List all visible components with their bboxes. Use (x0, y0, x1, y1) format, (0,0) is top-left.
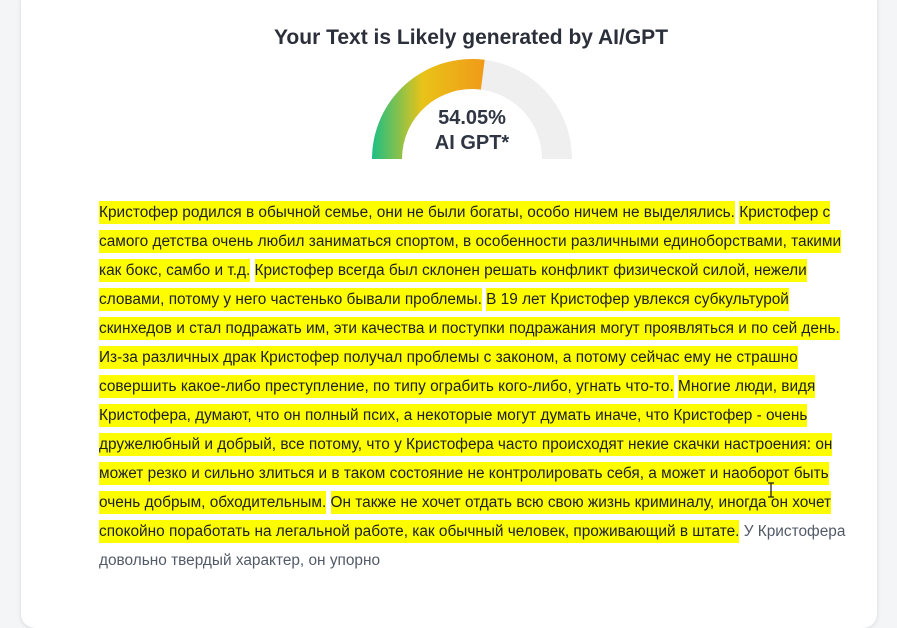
analyzed-paragraph (99, 198, 851, 575)
analyzed-text (99, 198, 851, 575)
gauge-label: AI GPT* (434, 132, 510, 154)
ai-highlighted-sentence: Он также не хочет отдать всю свою жизнь криминалу, иногда он хочет спокойно поработать на легальной работе, как обычный человек, проживающий в штате. (99, 491, 831, 543)
ai-highlighted-sentence: В 19 лет Кристофер увлекся субкультурой скинхедов и стал подражать им, эти качества и поступки подражания могут проявляться и по сей день. (99, 288, 840, 340)
ai-highlighted-sentence: Кристофер с самого детства очень любил заниматься спортом, в особенности различными единоборствами, такими как бокс, самбо и т.д. (99, 201, 841, 282)
text-cursor-icon (767, 482, 775, 498)
ai-highlighted-sentence: Из-за различных драк Кристофер получал проблемы с законом, а потому сейчас ему не страшно совершить какое-либо преступление, по типу ограбить кого-либо, угнать что-то. (99, 346, 798, 398)
ai-highlighted-sentence: Кристофер всегда был склонен решать конфликт физической силой, нежели словами, потому у него частенько бывали проблемы. (99, 259, 807, 311)
gauge-percent: 54.05% (438, 107, 506, 129)
ai-score-gauge (371, 58, 573, 160)
ai-highlighted-sentence: Многие люди, видя Кристофера, думают, что он полный псих, а некоторые могут думать иначе, что Кристофер - очень дружелюбный и добрый, все потому, что у Кристофера часто происходят некие скачки настроения: он может резко и сильно злиться и в таком состояние не контролировать себя, а может и наоборот быть очень добрым, обходительным. (99, 375, 832, 514)
result-card (21, 0, 877, 628)
ai-highlighted-sentence: Кристофер родился в обычной семье, они не были богаты, особо ничем не выделялись. (99, 201, 735, 224)
plain-sentence: У Кристофера довольно твердый характер, он упорно (99, 523, 846, 569)
result-heading: Your Text is Likely generated by AI/GPT (273, 26, 669, 49)
